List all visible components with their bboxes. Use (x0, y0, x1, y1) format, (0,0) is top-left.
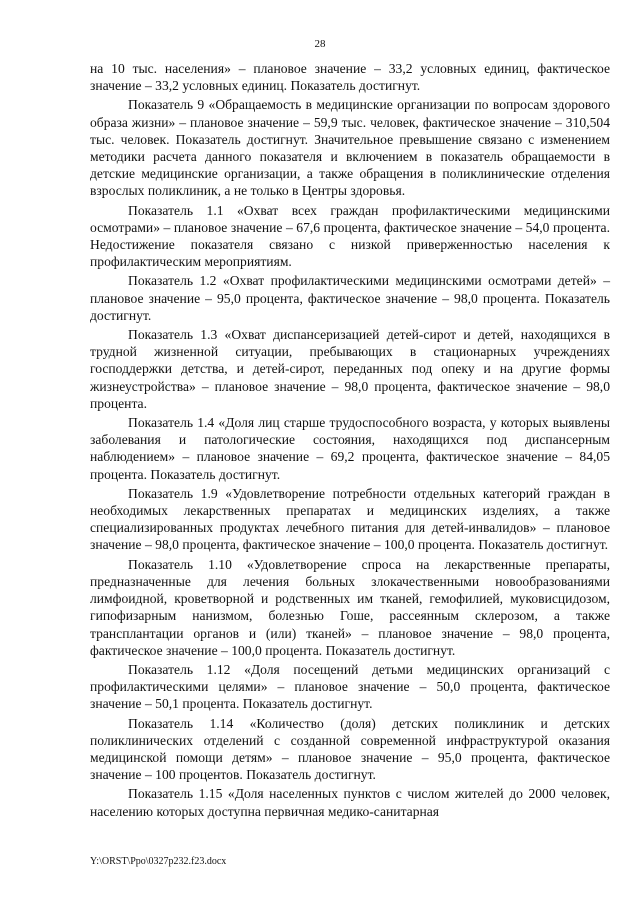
paragraph-indicator-1-4: Показатель 1.4 «Доля лиц старше трудоспособного возраста, у которых выявлены заболевания и патологические состояния, находящихся под диспансерным наблюдением» – плановое значение – 69,2 процента, фактическое значение – 84,05 процента. Показатель достигнут. (90, 415, 610, 482)
paragraph-indicator-1-3: Показатель 1.3 «Охват диспансеризацией детей-сирот и детей, находящихся в трудной жизненной ситуации, пребывающих в стационарных учреждениях господдержки детства, и детей-сирот, переданных под опеку и на другие формы жизнеустройства» – плановое значение – 98,0 процента, фактическое значение – 98,0 процента. (90, 327, 610, 411)
paragraph-indicator-1-2: Показатель 1.2 «Охват профилактическими медицинскими осмотрами детей» – плановое значение – 95,0 процента, фактическое значение – 98,0 процента. Показатель достигнут. (90, 273, 610, 323)
paragraph-indicator-1-14: Показатель 1.14 «Количество (доля) детских поликлиник и детских поликлинических отделений с созданной современной инфраструктурой оказания медицинской помощи детям» – плановое значение – 95,0 процента, фактическое значение – 100 процентов. Показатель достигнут. (90, 715, 610, 783)
page-number: 28 (314, 38, 326, 50)
paragraph-indicator-9: Показатель 9 «Обращаемость в медицинские организации по вопросам здорового образа жизни» – плановое значение – 59,9 тыс. человек, фактическое значение – 310,504 тыс. человек. Показатель достигнут. Значительное превышение связано с изменением методики расчета данного показателя и включением в показатель обращаемости в детские медицинские организации, а также обращения в поликлинические отделения взрослых поликлиник, а не только в Центры здоровья. (90, 97, 610, 199)
paragraph-indicator-1-12: Показатель 1.12 «Доля посещений детьми медицинских организаций с профилактическими целями» – плановое значение – 50,0 процента, фактическое значение – 50,1 процента. Показатель достигнут. (90, 661, 610, 712)
paragraph-indicator-1-1: Показатель 1.1 «Охват всех граждан профилактическими медицинскими осмотрами» – плановое значение – 67,6 процента, фактическое значение – 54,0 процента. Недостижение показателя связано с низкой приверженностью населения к профилактическим мероприятиям. (90, 202, 610, 270)
paragraph-indicator-1-10: Показатель 1.10 «Удовлетворение спроса на лекарственные препараты, предназначенные для лечения больных злокачественными новообразованиями лимфоидной, кроветворной и родственных им тканей, гемофилией, муковисцидозом, гипофизарным нанизмом, болезнью Гоше, рассеянным склерозом, а также трансплантации органов и (или) тканей» – плановое значение – 98,0 процента, фактическое значение – 100,0 процента. Показатель достигнут. (90, 556, 610, 658)
document-body (90, 60, 610, 820)
paragraph-continuation: на 10 тыс. населения» – плановое значение – 33,2 условных единиц, фактическое значение – 33,2 условных единиц. Показатель достигнут. (90, 61, 610, 94)
paragraph-indicator-1-9: Показатель 1.9 «Удовлетворение потребности отдельных категорий граждан в необходимых лекарственных препаратах и медицинских изделиях, а также специализированных продуктах лечебного питания для детей-инвалидов» – плановое значение – 98,0 процента, фактическое значение – 100,0 процента. Показатель достигнут. (90, 485, 610, 553)
footer-file-path: Y:\ORST\Ppo\0327p232.f23.docx (90, 856, 227, 867)
paragraph-indicator-1-15: Показатель 1.15 «Доля населенных пунктов с числом жителей до 2000 человек, населению которых доступна первичная медико-санитарная (90, 786, 610, 819)
